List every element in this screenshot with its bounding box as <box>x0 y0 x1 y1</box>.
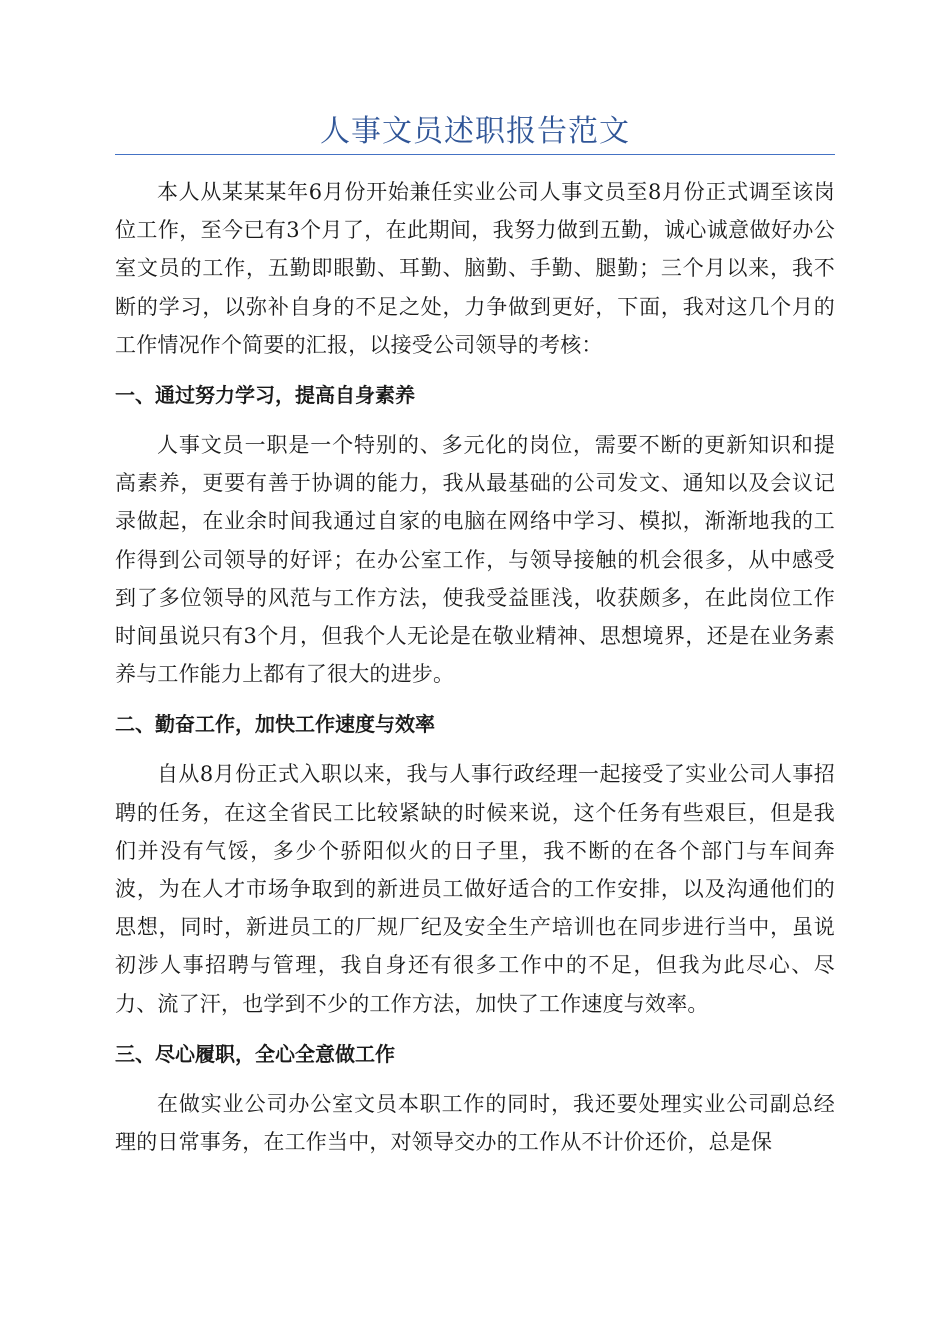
section-body-3: 在做实业公司办公室文员本职工作的同时，我还要处理实业公司副总经理的日常事务，在工作当中，对领导交办的工作从不计价还价，总是保 <box>115 1091 835 1155</box>
section-body-1: 人事文员一职是一个特别的、多元化的岗位，需要不断的更新知识和提高素养，更要有善于协调的能力，我从最基础的公司发文、通知以及会议记录做起，在业余时间我通过自家的电脑在网络中学习、模拟，渐渐地我的工作得到公司领导的好评；在办公室工作，与领导接触的机会很多，从中感受到了多位领导的风范与工作方法，使我受益匪浅，收获颇多，在此岗位工作时间虽说只有3个月，但我个人无论是在敬业精神、思想境界，还是在业务素养与工作能力上都有了很大的进步。 <box>115 433 835 687</box>
section-body-2: 自从8月份正式入职以来，我与人事行政经理一起接受了实业公司人事招聘的任务，在这全省民工比较紧缺的时候来说，这个任务有些艰巨，但是我们并没有气馁，多少个骄阳似火的日子里，我不断的在各个部门与车间奔波，为在人才市场争取到的新进员工做好适合的工作安排，以及沟通他们的思想，同时，新进员工的厂规厂纪及安全生产培训也在同步进行当中，虽说初涉人事招聘与管理，我自身还有很多工作中的不足，但我为此尽心、尽力、流了汗，也学到不少的工作方法，加快了工作速度与效率。 <box>115 762 835 1016</box>
document-body <box>115 173 835 1161</box>
section-heading-3: 三、尽心履职，全心全意做工作 <box>115 1041 395 1066</box>
section-heading-2: 二、勤奋工作，加快工作速度与效率 <box>115 712 435 737</box>
document-title: 人事文员述职报告范文 <box>320 114 630 149</box>
title-underline <box>115 154 835 155</box>
intro-paragraph: 本人从某某某年6月份开始兼任实业公司人事文员至8月份正式调至该岗位工作，至今已有3个月了，在此期间，我努力做到五勤，诚心诚意做好办公室文员的工作，五勤即眼勤、耳勤、脑勤、手勤、腿勤；三个月以来，我不断的学习，以弥补自身的不足之处，力争做到更好，下面，我对这几个月的工作情况作个简要的汇报，以接受公司领导的考核： <box>115 180 835 357</box>
section-heading-1: 一、通过努力学习，提高自身素养 <box>115 383 415 408</box>
